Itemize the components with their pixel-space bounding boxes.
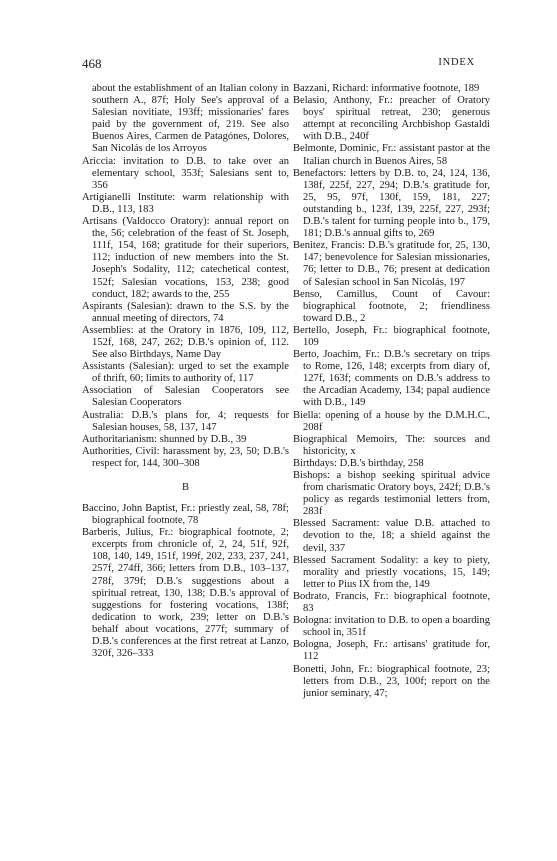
index-entry: Blessed Sacrament: value D.B. attached to devotion to the, 18; a shield against the devil, 337	[293, 518, 490, 554]
index-entry: Barberis, Julius, Fr.: biographical footnote, 2; excerpts from chronicle of, 2, 24, 51f, 92f, 108, 140, 149, 151f, 199f, 202, 233, 237, 241, 257f, 274ff, 366; letters from D.B., 103–137, 278f, 379f; D.B.'s suggestions about a spiritual retreat, 130, 138; D.B.'s approval of suggestions for fostering vocations, 138f; dedication to work, 239; letter on D.B.'s behalf about vocations, 277f; summary of D.B.'s conferences at the first retreat at Lanzo, 320f, 326–333	[82, 527, 289, 660]
index-entry: Bertello, Joseph, Fr.: biographical footnote, 109	[293, 324, 490, 348]
index-entry: Bologna: invitation to D.B. to open a boarding school in, 351f	[293, 615, 490, 639]
index-entry: Ariccia: invitation to D.B. to take over an elementary school, 353f; Salesians sent to, 356	[82, 155, 289, 191]
index-entry: Baccino, John Baptist, Fr.: priestly zeal, 58, 78f; biographical footnote, 78	[82, 503, 289, 527]
index-column-left	[82, 83, 289, 660]
section-letter-heading: B	[181, 482, 189, 493]
index-entry: Belasio, Anthony, Fr.: preacher of Oratory boys' spiritual retreat, 230; generous attempt at reconciling Archbishop Gastaldi with D.B., 240f	[293, 95, 490, 143]
index-entry: about the establishment of an Italian colony in southern A., 87f; Holy See's approval of a Salesian novitiate, 193ff; missionaries' fares paid by the government of, 219. See also Buenos Aires, Carmen de Patagónes, Dolores, San Nicolás de los Arroyos	[92, 83, 289, 155]
index-entry: Benitez, Francis: D.B.'s gratitude for, 25, 130, 147; benevolence for Salesian missionaries, 76; letter to D.B., 76; present at dedication of Salesian school in San Nicolás, 197	[293, 240, 490, 288]
index-entry: Benso, Camillus, Count of Cavour: biographical footnote, 2; friendliness toward D.B., 2	[293, 288, 490, 324]
index-entry: Australia: D.B.'s plans for, 4; requests for Salesian houses, 58, 137, 147	[82, 409, 289, 433]
index-entry: Artisans (Valdocco Oratory): annual report on the, 56; celebration of the feast of St. Joseph, 111f, 154, 168; gratitude for their superiors, 112; induction of new members into the St. Joseph's Sodality, 112; catechetical contest, 152f; Salesian vocations, 153, 238; good conduct, 182; awards to the, 255	[82, 216, 289, 300]
index-entry: Biella: opening of a house by the D.M.H.C., 208f	[293, 409, 490, 433]
index-entry: Aspirants (Salesian): drawn to the S.S. by the annual meeting of directors, 74	[82, 300, 289, 324]
index-entry: Artigianelli Institute: warm relationship with D.B., 113, 183	[82, 191, 289, 215]
index-entry: Birthdays: D.B.'s birthday, 258	[293, 457, 424, 469]
index-entry: Assistants (Salesian): urged to set the example of thrift, 60; limits to authority of, 117	[82, 361, 289, 385]
index-entry: Bodrato, Francis, Fr.: biographical footnote, 83	[293, 590, 490, 615]
index-entry: Association of Salesian Cooperators see Salesian Cooperators	[82, 385, 289, 409]
index-entry: Belmonte, Dominic, Fr.: assistant pastor at the Italian church in Buenos Aires, 58	[293, 143, 490, 167]
index-entry: Authorities, Civil: harassment by, 23, 50; D.B.'s respect for, 144, 300–308	[82, 445, 289, 469]
index-entry: Assemblies: at the Oratory in 1876, 109, 112, 152f, 168, 247, 262; D.B.'s opinion of, 112. See also Birthdays, Name Day	[82, 324, 289, 361]
index-entry: Berto, Joachim, Fr.: D.B.'s secretary on trips to Rome, 126, 148; excerpts from diary of, 127f, 163f; comments on D.B.'s address to the Arcadian Academy, 134; papal audience with D.B., 149	[293, 349, 490, 409]
index-entry: Bazzani, Richard: informative footnote, 189	[293, 83, 480, 94]
index-entry: Bologna, Joseph, Fr.: artisans' gratitude for, 112	[293, 639, 490, 663]
index-entry: Bonetti, John, Fr.: biographical footnote, 23; letters from D.B., 23, 100f; report on the junior seminary, 47;	[293, 663, 490, 699]
index-entry: Biographical Memoirs, The: sources and historicity, x	[293, 433, 490, 457]
index-entry: Benefactors: letters by D.B. to, 24, 124, 136, 138f, 225f, 227, 294; D.B.'s gratitude for, 25, 95, 97f, 130f, 159, 181, 227; outstanding b., 123f, 139, 225f, 227, 293f; D.B.'s talent for turning people into b., 179, 181; D.B.'s annual gifts to, 269	[293, 167, 490, 240]
index-entry: Bishops: a bishop seeking spiritual advice from charismatic Oratory boys, 242f; D.B.'s policy as regards testimonial letters from, 283f	[293, 470, 490, 518]
index-column-right	[293, 83, 490, 700]
page-number: 468	[82, 56, 102, 71]
running-head: INDEX	[438, 57, 475, 68]
index-entry: Authoritarianism: shunned by D.B., 39	[82, 433, 247, 445]
index-entry: Blessed Sacrament Sodality: a key to piety, morality and priestly vocations, 15, 149; letter to Pius IX from the, 149	[293, 554, 490, 590]
